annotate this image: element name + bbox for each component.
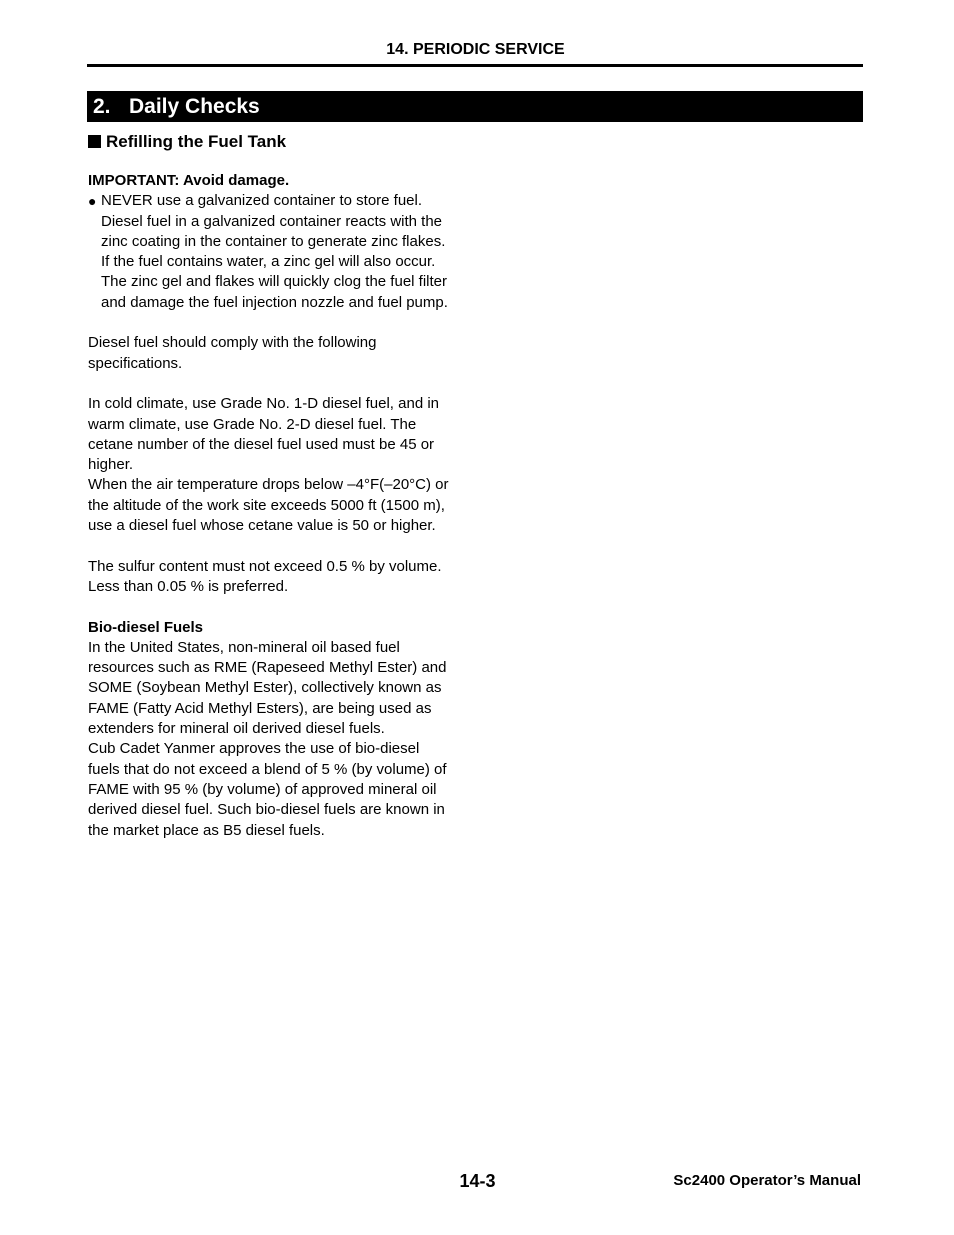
paragraph-spacer xyxy=(88,536,453,556)
sulfur-paragraph: The sulfur content must not exceed 0.5 % by volume. Less than 0.05 % is preferred. xyxy=(88,557,442,595)
paragraph-spacer xyxy=(88,374,453,394)
warning-bullet-text: NEVER use a galvanized container to store fuel. Diesel fuel in a galvanized container reacts with the zinc coating in the container to generate zinc flakes. If the fuel contains water, a zinc gel will also occur. The zinc gel and flakes will quickly clog the fuel filter and damage the fuel injection nozzle and fuel pump. xyxy=(101,192,448,311)
subsection-title: Refilling the Fuel Tank xyxy=(106,132,287,151)
page-number: 14-3 xyxy=(459,1171,496,1191)
warning-bullet-item xyxy=(88,191,453,313)
bullet-icon: ● xyxy=(88,193,97,210)
biodiesel-heading: Bio-diesel Fuels xyxy=(88,618,204,636)
section-number: 2. xyxy=(93,95,111,118)
biodiesel-paragraph-1: In the United States, non-mineral oil based fuel resources such as RME (Rapeseed Methyl Ester) and SOME (Soybean Methyl Ester), collectively known as FAME (Fatty Acid Methyl Esters), are being used as extenders for mineral oil derived diesel fuels. xyxy=(88,638,447,738)
manual-name: Sc2400 Operator’s Manual xyxy=(673,1172,861,1189)
paragraph-spacer xyxy=(88,313,453,333)
section-title: Daily Checks xyxy=(129,95,260,118)
section-title-bar xyxy=(87,91,863,122)
square-bullet-icon xyxy=(88,135,101,148)
climate-paragraph: In cold climate, use Grade No. 1-D diesel fuel, and in warm climate, use Grade No. 2-D diesel fuel. The cetane number of the diesel fuel used must be 45 or higher. xyxy=(88,395,440,474)
header-divider xyxy=(87,64,863,67)
body-column xyxy=(88,171,453,841)
temperature-paragraph: When the air temperature drops below –4°F(–20°C) or the altitude of the work site exceeds 5000 ft (1500 m), use a diesel fuel whose cetane value is 50 or higher. xyxy=(88,476,449,535)
chapter-header: 14. PERIODIC SERVICE xyxy=(386,41,565,58)
biodiesel-paragraph-2: Cub Cadet Yanmer approves the use of bio-diesel fuels that do not exceed a blend of 5 % (by volume) of FAME with 95 % (by volume) of approved mineral oil derived diesel fuel. Such bio-diesel fuels are known in the market place as B5 diesel fuels. xyxy=(88,740,447,839)
paragraph-spacer xyxy=(88,597,453,617)
subsection-heading xyxy=(88,132,286,152)
important-label: IMPORTANT: Avoid damage. xyxy=(88,172,290,189)
spec-intro-paragraph: Diesel fuel should comply with the following specifications. xyxy=(88,334,377,372)
